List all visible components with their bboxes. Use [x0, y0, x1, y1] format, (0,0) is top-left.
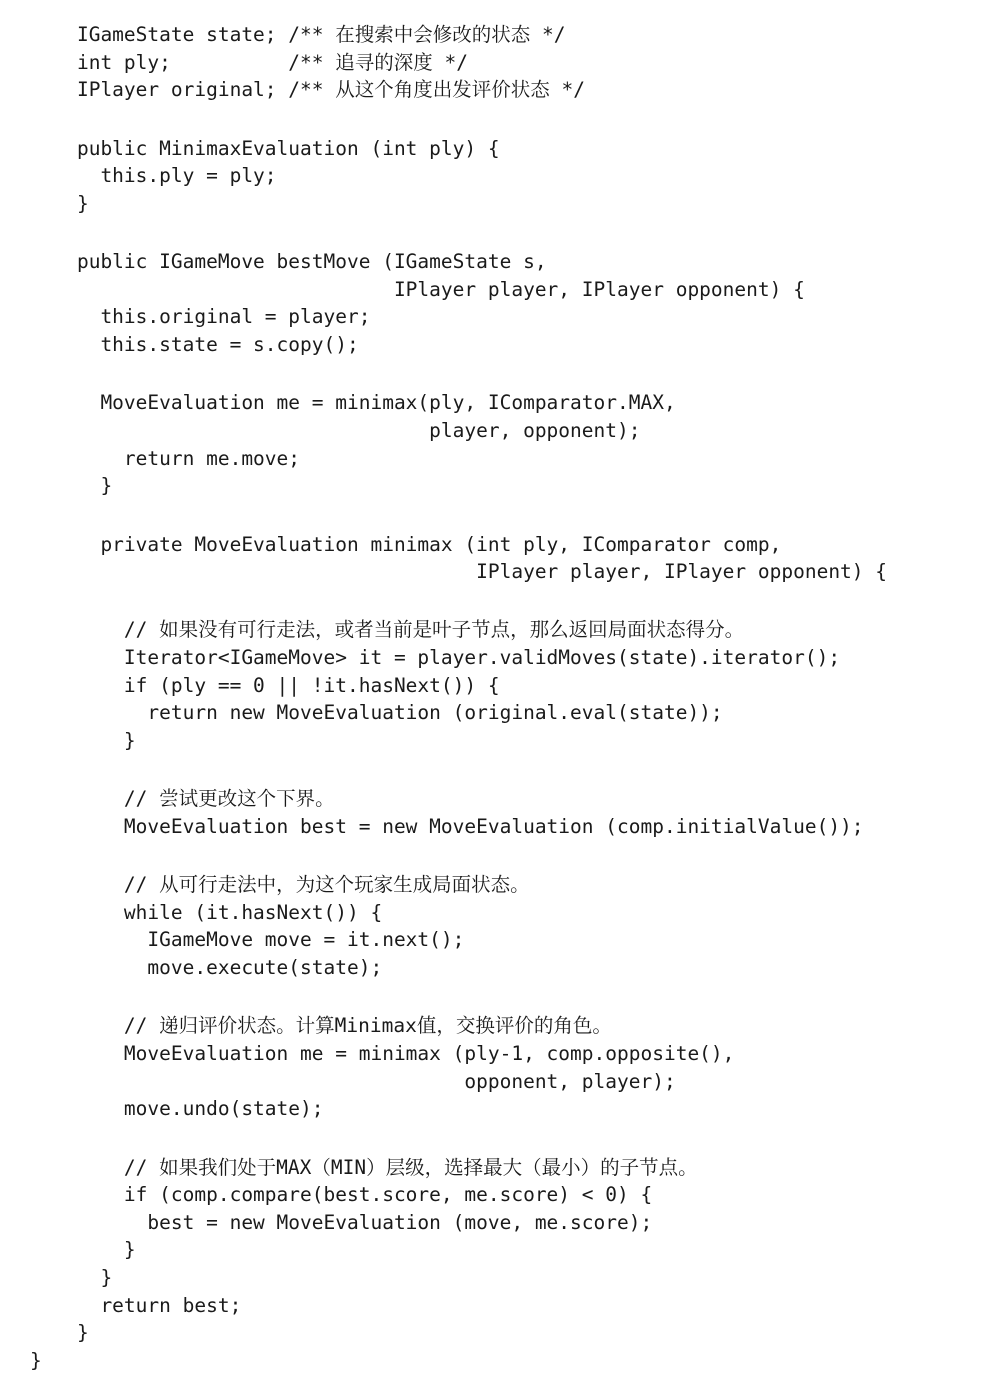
code-line: IPlayer player, IPlayer opponent) {	[30, 560, 888, 584]
code-line	[30, 359, 980, 390]
code-line: }	[30, 1238, 136, 1262]
code-line: }	[30, 728, 136, 752]
code-line	[30, 500, 980, 531]
code-line: }	[30, 1321, 89, 1345]
code-line: }	[30, 191, 89, 215]
code-listing	[30, 21, 980, 1374]
code-line: MoveEvaluation me = minimax(ply, IComparator.MAX,	[30, 391, 676, 415]
code-line: this.state = s.copy();	[30, 332, 359, 356]
code-line: IPlayer original; /** 从这个角度出发评价状态 */	[30, 78, 585, 102]
code-line: return best;	[30, 1293, 242, 1317]
code-line: public IGameMove bestMove (IGameState s,	[30, 250, 547, 274]
code-line: IGameMove move = it.next();	[30, 928, 465, 952]
code-line: player, opponent);	[30, 418, 641, 442]
code-line	[30, 1123, 980, 1154]
code-line: return new MoveEvaluation (original.eval(state));	[30, 701, 723, 725]
code-line	[30, 217, 980, 248]
code-line: int ply; /** 追寻的深度 */	[30, 50, 468, 74]
code-line: private MoveEvaluation minimax (int ply, IComparator comp,	[30, 532, 782, 556]
code-line	[30, 586, 980, 617]
code-line: if (comp.compare(best.score, me.score) < 0) {	[30, 1183, 653, 1207]
code-line: }	[30, 1348, 42, 1372]
code-line: Iterator<IGameMove> it = player.validMoves(state).iterator();	[30, 646, 841, 670]
code-line: IGameState state; /** 在搜索中会修改的状态 */	[30, 23, 566, 46]
code-line: }	[30, 1265, 113, 1289]
code-line: // 尝试更改这个下界。	[30, 787, 335, 811]
code-line: this.ply = ply;	[30, 164, 277, 188]
code-line	[30, 982, 980, 1013]
code-line: while (it.hasNext()) {	[30, 900, 383, 924]
code-line: if (ply == 0 || !it.hasNext()) {	[30, 673, 500, 697]
code-line	[30, 754, 980, 785]
code-line: return me.move;	[30, 446, 301, 470]
code-line: move.execute(state);	[30, 956, 383, 980]
code-line: // 从可行走法中，为这个玩家生成局面状态。	[30, 873, 530, 897]
code-line: opponent, player);	[30, 1069, 676, 1093]
code-line: MoveEvaluation me = minimax (ply-1, comp.opposite(),	[30, 1042, 735, 1065]
code-line: }	[30, 474, 113, 498]
code-line	[30, 840, 980, 871]
code-line: move.undo(state);	[30, 1097, 324, 1121]
code-line: // 如果没有可行走法，或者当前是叶子节点，那么返回局面状态得分。	[30, 618, 745, 642]
code-line: IPlayer player, IPlayer opponent) {	[30, 277, 805, 301]
code-line: public MinimaxEvaluation (int ply) {	[30, 136, 500, 160]
code-line	[30, 104, 980, 135]
code-line: // 递归评价状态。计算Minimax值，交换评价的角色。	[30, 1014, 612, 1038]
code-line: this.original = player;	[30, 305, 371, 329]
code-line: // 如果我们处于MAX（MIN）层级，选择最大（最小）的子节点。	[30, 1155, 698, 1179]
code-line: MoveEvaluation best = new MoveEvaluation (comp.initialValue());	[30, 814, 864, 838]
code-line: best = new MoveEvaluation (move, me.score);	[30, 1210, 653, 1234]
